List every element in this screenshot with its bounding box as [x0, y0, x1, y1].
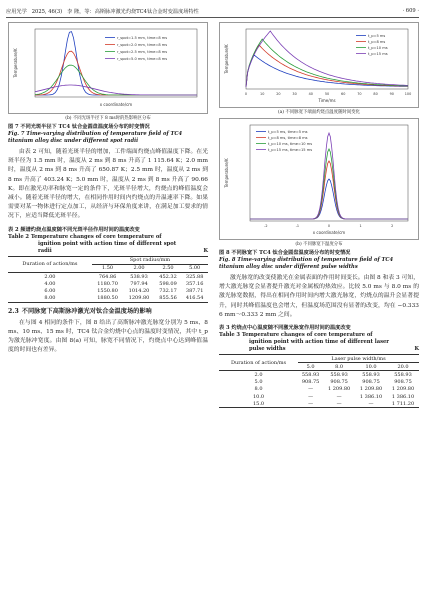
- table2-cell: 1550.80: [97, 287, 118, 294]
- table2-cell: 416.54: [185, 295, 204, 302]
- paragraph-pulse-comparison: 激光脉宽的改变使激光在金属表面的作用时间变长。由图 8 和表 3 可知，增大激光脉宽会显著提升激光对金属板的热效应。比较 5.0 ms 与 8.0 ms 的激光脉宽数据，得出在相同作用时间内增大激光脉宽，灼烧点的温升会显著提升，同时其峰值温度也会增大，但温度场范围没有显著的改变，均在 −0.333 6 mm～0.333 2 mm 之间。: [219, 275, 419, 318]
- table3-cell: 8.0: [254, 386, 263, 393]
- table3-cell: 1 209.80: [391, 386, 415, 393]
- right-column: [219, 22, 419, 408]
- fig8b-legend-entry: t_p=5 ms, time=5 ms: [268, 130, 308, 134]
- table3-cell: 15.0: [252, 400, 265, 407]
- table3-cell: 2.0: [254, 371, 263, 378]
- table2-cell: 797.94: [130, 280, 148, 287]
- fig7-series-line: [35, 51, 197, 95]
- fig7-caption-cn: 图 7 不同光斑半径下 TC4 钛合金圆盘温度场分布的时变情况: [8, 124, 150, 130]
- journal-name: 应用光学: [6, 9, 27, 15]
- fig8-subcaption-a: (a) 不同脉宽下端面灼烧点温度随时间变化: [277, 110, 361, 115]
- table2-cell: 855.56: [159, 295, 177, 302]
- fig8b-xtick: 1: [359, 224, 362, 228]
- paragraph-pulse-width: 在与图 4 相同的条件下，图 8 给出了高斯脉冲激光脉宽分别为 5 ms、8 ms、10 ms、15 ms 时，TC4 钛合金灼烧中心点的温度时变情况，其中 t_p 为激光脉冲宽度。由图 8(a) 可知，脉宽不同情况下，灼烧点中心达到峰值温度的时间也有差异。: [8, 319, 208, 354]
- table3-cell: 558.93: [301, 371, 320, 378]
- table3-row: [219, 379, 419, 386]
- fig8b-legend-entry: t_p=15 ms, time=15 ms: [268, 148, 313, 152]
- fig8a-ylabel: Temperature/K: [224, 44, 229, 74]
- paragraph-spot-radius: 由表 2 可知，随着光斑半径的增加，工件端面灼烧点峰值温度下降。在光斑半径为 1.5 mm 时，温度从 2 ms 到 8 ms 升高了 1 115.64 K；2.0 mm 时，温度从 2 ms 到 8 ms 升高了 650.87 K；2.5 mm 时，温度从 2 ms 到 8 ms 升高了 403.24 K；5.0 mm 时，温度从 2 ms 到 8 ms 升高了 90.66 K。即在激光功率和脉宽一定的条件下，光斑半径增大，灼烧点的峰值温度会减小。随着光斑半径的增大，在相同作用时间内灼烧点的升温速率下降。如果需要对某一物体进行定点加工，从经济与环保角度来讲，在满足加工要求的情况下，应适当降低光斑半径。: [8, 149, 208, 220]
- fig8a-legend-entry: t_p=10 ms: [368, 46, 388, 50]
- section-2-3-heading: [8, 308, 208, 316]
- table3-cell: —: [336, 400, 342, 407]
- table2-cell: 1014.20: [128, 287, 150, 294]
- fig8b-legend-entry: t_p=8 ms, time=8 ms: [268, 136, 308, 140]
- left-column: [8, 22, 208, 356]
- fig7-legend-entry: r_spot=1.5 mm, time=8 ms: [117, 36, 168, 40]
- table3-cell: —: [368, 400, 374, 407]
- table2-cell: 1880.50: [97, 295, 118, 302]
- table2-cell: 6.00: [44, 287, 56, 294]
- table2-body: [8, 273, 208, 303]
- fig8b-legend-entry: t_p=10 ms, time=10 ms: [268, 142, 313, 146]
- fig8a-xtick: 90: [389, 92, 394, 96]
- fig7b-plot: [8, 22, 208, 114]
- table2-header-radius: 2.50: [162, 265, 174, 272]
- fig8a-xtick: 10: [260, 92, 265, 96]
- table2-header-duration: Duration of action/ms: [8, 256, 92, 272]
- table2-header-radius: 2.00: [133, 265, 145, 272]
- table2-cell: 1180.70: [97, 280, 118, 287]
- table3-row: [219, 393, 419, 400]
- table3-cell: —: [308, 393, 314, 400]
- table3-unit: K: [414, 346, 419, 353]
- table3-row: [219, 386, 419, 393]
- table2-cell: 764.86: [98, 273, 117, 280]
- fig7-legend-entry: r_spot=5.0 mm, time=8 ms: [117, 57, 168, 61]
- fig7-series-line: [35, 65, 197, 95]
- fig8b-xlabel: x coordinate/cm: [312, 230, 346, 235]
- fig8a-xtick: 0: [244, 92, 248, 96]
- table3-cell: 558.93: [330, 371, 348, 378]
- table2-cell: 732.17: [159, 287, 177, 294]
- running-header: [6, 6, 419, 18]
- table3-cell: 1 386.10: [359, 393, 383, 400]
- table2-header-radius: 5.00: [189, 265, 201, 272]
- fig8a-xtick: 30: [292, 92, 297, 96]
- section-title: 不同脉宽下高斯脉冲激光对钛合金温度场的影响: [21, 307, 152, 315]
- table3-cell: 1 209.80: [327, 386, 351, 393]
- table2-cell: 387.71: [185, 287, 204, 294]
- table2-cell: 357.16: [185, 280, 204, 287]
- table3-header-group: Laser pulse width/ms: [298, 355, 419, 363]
- running-header-left: [6, 8, 199, 15]
- fig8b-xtick: -2: [264, 224, 268, 228]
- fig8a-xtick: 40: [308, 92, 313, 96]
- table3-cell: 1 209.80: [359, 386, 383, 393]
- fig7b-chart: [9, 23, 207, 113]
- fig8a-xtick: 60: [341, 92, 346, 96]
- table2-cell: 2.00: [44, 273, 56, 280]
- table3-header-width: 8.0: [335, 363, 344, 370]
- fig8b-xtick: 2: [391, 224, 394, 228]
- fig8b-chart: [220, 119, 418, 239]
- fig8b-xtick: -1: [295, 224, 300, 228]
- fig8-subcaption-b: (b) 不同脉宽下温度分布: [295, 242, 343, 247]
- fig8b-series-line: [250, 149, 408, 219]
- fig7-series-line: [35, 85, 197, 95]
- fig8-caption-en: Fig. 8 Time-varying distribution of temperature field of TC4 titanium alloy disc under different pulse widths: [219, 257, 394, 270]
- fig8a-chart: [220, 23, 418, 107]
- table3-cell: 908.75: [330, 379, 348, 386]
- fig7-caption-en: Fig. 7 Time-varying distribution of temperature field of TC4 titanium alloy disc under different spot radii: [8, 131, 183, 144]
- table2-caption-en: [8, 234, 208, 255]
- fig8b-series-line: [250, 161, 408, 219]
- table3-row: [219, 371, 419, 379]
- fig8b-ylabel: Temperature/K: [224, 158, 229, 188]
- fig8a-xlabel: Time/ms: [318, 98, 336, 103]
- table3-caption-cn: 表 3 灼烧点中心温度随不同激光脉宽作用时间的温度改变: [219, 325, 351, 332]
- table3-cell: 558.93: [394, 371, 412, 378]
- fig8a-xtick: 80: [373, 92, 378, 96]
- fig7-axes-frame: [35, 29, 197, 97]
- table2-unit: K: [203, 247, 208, 254]
- table3-header-width: 20.0: [397, 363, 409, 370]
- table2-cell: 325.88: [185, 273, 204, 280]
- fig7-legend-entry: r_spot=2.5 mm, time=8 ms: [117, 50, 168, 54]
- fig8b-series-line: [250, 179, 408, 219]
- fig8a-xtick: 20: [276, 92, 281, 96]
- table3-body: [219, 371, 419, 408]
- table3-caption-line3: pulse widths: [249, 346, 286, 353]
- fig7-series-line: [35, 32, 197, 95]
- table2-cell: 4.00: [44, 280, 56, 287]
- table3-cell: —: [308, 400, 314, 407]
- table2-caption-line1: Table 2 Temperature changes of core temperature of: [8, 233, 162, 240]
- table2-header-radius: 1.50: [101, 265, 114, 272]
- table3-row: [219, 400, 419, 408]
- table2-row: [8, 273, 208, 281]
- fig8a-plot: [219, 22, 419, 108]
- table3-cell: 5.0: [254, 379, 263, 386]
- table3-cell: 908.75: [301, 379, 320, 386]
- table2-row: [8, 280, 208, 287]
- journal-issue: 2025, 46(3): [31, 9, 63, 15]
- table3-caption-en: [219, 332, 419, 353]
- table3-cell: —: [308, 386, 314, 393]
- section-number: 2.3: [8, 307, 19, 315]
- fig8a-legend-entry: t_p=5 ms: [368, 34, 386, 38]
- page-number: · 609 ·: [402, 8, 419, 14]
- fig7-ylabel: Temperature/K: [13, 48, 18, 78]
- table2-cell: 598.09: [159, 280, 177, 287]
- table2-cell: 1209.80: [128, 295, 150, 302]
- table3-cell: 908.75: [362, 379, 380, 386]
- fig8a-legend-entry: t_p=15 ms: [368, 52, 388, 56]
- fig8a-xtick: 100: [404, 92, 412, 96]
- table3-header-width: 5.0: [306, 363, 315, 370]
- table3: [219, 354, 419, 408]
- fig7-xlabel: x coordinate/cm: [99, 102, 133, 107]
- fig7-subcaption-b: (b) 不同光斑半径下 8 ms时的热影响区分布: [65, 116, 151, 121]
- table2-cell: 538.93: [130, 273, 148, 280]
- table3-header-width: 10.0: [365, 363, 377, 370]
- fig7-legend-entry: r_spot=2.0 mm, time=8 ms: [117, 43, 168, 47]
- table3-cell: 10.0: [252, 393, 265, 400]
- table2-cell: 8.00: [44, 295, 56, 302]
- table2-row: [8, 287, 208, 294]
- table3-cell: 908.75: [394, 379, 412, 386]
- table2: [8, 256, 208, 303]
- table3-cell: 1 386.10: [391, 393, 415, 400]
- fig8a-xtick: 50: [324, 92, 330, 96]
- table2-row: [8, 295, 208, 303]
- table3-cell: —: [336, 393, 342, 400]
- table3-header-duration: Duration of action/ms: [219, 355, 298, 371]
- fig8a-legend-entry: t_p=8 ms: [368, 40, 386, 44]
- table2-caption-line2: ignition point with action time of different spot: [38, 240, 177, 247]
- table3-cell: 1 711.20: [391, 400, 415, 407]
- fig8a-xtick: 70: [357, 92, 362, 96]
- article-short-title: 李 隆，等：高斯脉冲激光灼烧TC4钛合金时变温度场特性: [67, 9, 199, 15]
- table2-cell: 452.32: [159, 273, 177, 280]
- fig8a-series-line: [246, 55, 408, 87]
- table2-header-group: Spot radius/mm: [92, 256, 208, 264]
- fig8b-xtick: 0: [327, 224, 331, 228]
- table3-caption-line1: Table 3 Temperature changes of core temperature of: [219, 332, 373, 339]
- table2-caption-cn: 表 2 频谱灼烧点温度随不同光斑半径作用时间的温度改变: [8, 226, 140, 233]
- table3-caption-line2: ignition point with action time of different laser: [249, 339, 390, 346]
- fig8-caption-cn: 图 8 不同脉宽下 TC4 钛合金圆盘温度场分布的时变情况: [219, 250, 351, 256]
- table3-cell: 558.93: [362, 371, 380, 378]
- table2-caption-line3: radii: [38, 247, 52, 254]
- fig8b-plot: [219, 118, 419, 240]
